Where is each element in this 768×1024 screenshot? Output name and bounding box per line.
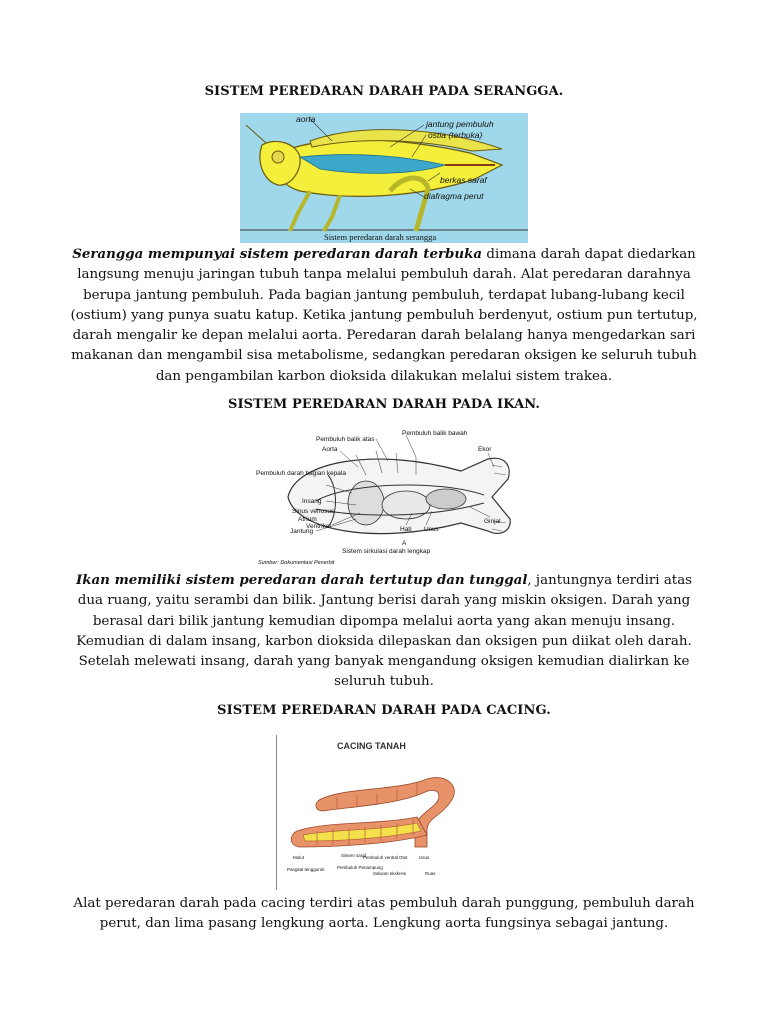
fish-label-sinus: Sinus venosus bbox=[292, 508, 335, 515]
fish-label-ventrikel: Ventrikel bbox=[306, 523, 331, 530]
insect-circulation-figure bbox=[240, 113, 528, 243]
worm-figure-title: CACING TANAH bbox=[337, 741, 406, 751]
fish-label-jantung: Jantung bbox=[290, 528, 314, 535]
fish-label-ekor: Ekor bbox=[478, 446, 492, 453]
section-heading-ikan: SISTEM PEREDARAN DARAH PADA IKAN. bbox=[227, 397, 541, 412]
worm-label-otot: Otot bbox=[399, 855, 408, 860]
insect-label-saraf: berkas saraf bbox=[440, 175, 487, 185]
worm-label-ventral: Pembuluh ventral bbox=[363, 855, 399, 860]
paragraph-ikan-emphasis: Ikan memiliki sistem peredaran darah tertutup dan tunggal bbox=[75, 572, 528, 588]
fish-label-ginjal: Ginjal bbox=[484, 518, 501, 525]
fish-label-usus: Usus bbox=[424, 526, 439, 533]
fish-label-a: A bbox=[402, 540, 407, 547]
fish-label-hati: Hati bbox=[400, 526, 412, 533]
insect-label-jantung: jantung pembuluh bbox=[426, 119, 494, 129]
insect-figure-caption: Sistem peredaran darah serangga bbox=[324, 232, 437, 242]
fish-figure-caption: Sistem sirkulasi darah lengkap bbox=[342, 548, 431, 555]
fish-label-aorta: Aorta bbox=[322, 446, 338, 453]
section-heading-serangga: SISTEM PEREDARAN DARAH PADA SERANGGA. bbox=[204, 84, 564, 99]
fish-label-balik-atas: Pembuluh balik atas bbox=[316, 436, 375, 443]
insect-label-ostia: ostia (terbuka) bbox=[428, 130, 483, 140]
paragraph-ikan bbox=[70, 570, 698, 693]
fish-label-insang: Insang bbox=[302, 498, 322, 505]
fish-circulation-figure bbox=[256, 427, 518, 567]
paragraph-ikan-text: , jantungnya terdiri atas dua ruang, yaitu serambi dan bilik. Jantung berisi darah yang miskin oksigen. Darah yang berasal dari bilik jantung kemudian dipompa melalui aorta yang akan menuju insang. Kemudian di dalam insang, karbon dioksida dilepaskan dan oksigen pun diikat oleh darah. Setelah melewati insang, darah yang banyak mengandung oksigen kemudian dialirkan ke seluruh tubuh. bbox=[76, 573, 693, 690]
worm-label-ekskresi: Saluran ekskresi bbox=[373, 871, 407, 876]
fish-figure-source: Sumber: Dokumentasi Penerbit bbox=[258, 560, 335, 566]
worm-label-saraf: Sistem saraf bbox=[341, 853, 367, 858]
insect-label-diafragma: diafragma perut bbox=[424, 191, 484, 201]
paragraph-serangga-text: dimana darah dapat diedarkan langsung menuju jaringan tubuh tanpa melalui pembuluh darah. Alat peredaran darahnya berupa jantung pembuluh. Pada bagian jantung pembuluh, terdapat lubang-lubang kecil (ostium) yang punya suatu katup. Ketika jantung pembuluh berdenyut, ostium pun tertutup, darah mengalir ke depan melalui aorta. Peredaran darah belalang hanya mengedarkan sari makanan dan mengambil sisa metabolisme, sedangkan peredaran oksigen ke seluruh tubuh dan pengambilan karbon dioksida dilakukan melalui sistem trakea. bbox=[70, 247, 698, 384]
fish-label-atrium: Atrium bbox=[298, 516, 317, 523]
paragraph-cacing bbox=[70, 894, 698, 935]
insect-label-aorta: aorta bbox=[296, 114, 316, 124]
section-heading-cacing: SISTEM PEREDARAN DARAH PADA CACING. bbox=[217, 703, 551, 718]
fish-label-balik-bawah: Pembuluh balik bawah bbox=[402, 430, 468, 437]
paragraph-cacing-text: Alat peredaran darah pada cacing terdiri atas pembuluh darah punggung, pembuluh darah perut, dan lima pasang lengkung aorta. Lengkung aorta fungsinya sebagai jantung. bbox=[73, 896, 695, 932]
worm-label-usus: Usus bbox=[419, 855, 430, 860]
worm-label-pangkal: Pangkal tenggorok bbox=[287, 867, 325, 872]
worm-label-mulut: Mulut bbox=[293, 855, 305, 860]
worm-label-penampung: Pembuluh Penampung bbox=[337, 865, 383, 870]
paragraph-serangga bbox=[70, 244, 698, 387]
worm-label-ruas: Ruas bbox=[425, 871, 436, 876]
fish-label-kepala: Pembuluh darah bagian kepala bbox=[256, 470, 346, 477]
worm-circulation-figure bbox=[276, 735, 461, 890]
paragraph-serangga-emphasis: Serangga mempunyai sistem peredaran darah terbuka bbox=[72, 246, 483, 262]
